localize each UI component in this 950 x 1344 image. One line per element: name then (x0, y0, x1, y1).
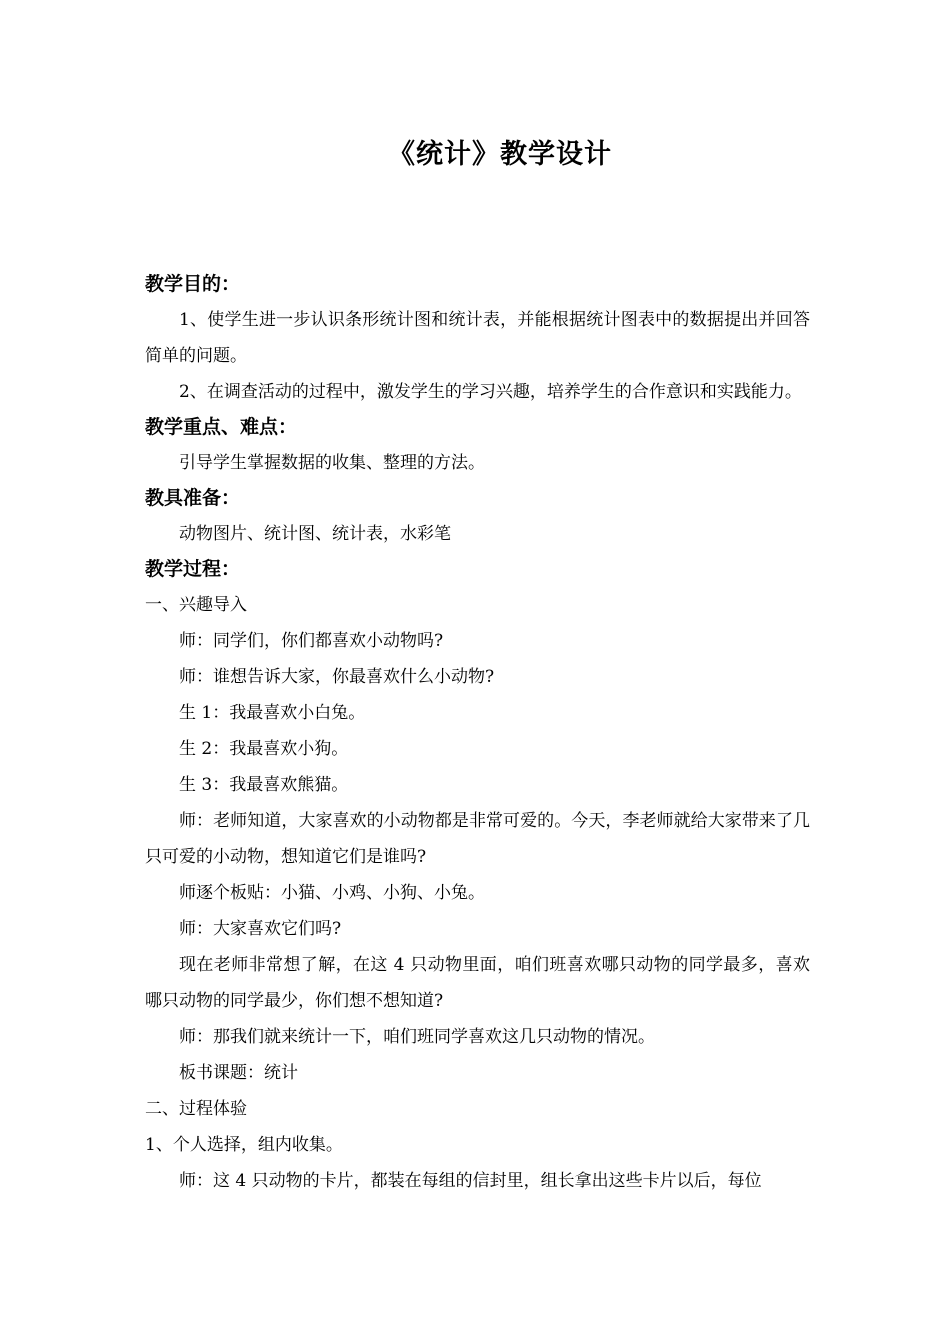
materials-text: 动物图片、统计图、统计表，水彩笔 (179, 524, 451, 544)
dialogue-line: 师：同学们，你们都喜欢小动物吗? (179, 631, 444, 651)
dialogue-line: 师：谁想告诉大家，你最喜欢什么小动物? (179, 667, 495, 687)
dialogue-paragraph: 师：老师知道，大家喜欢的小动物都是非常可爱的。今天，李老师就给大家带来了几只可爱的小动物，想知道它们是谁吗? (145, 811, 810, 867)
dialogue-line: 师：那我们就来统计一下，咱们班同学喜欢这几只动物的情况。 (179, 1027, 655, 1047)
document-body (145, 267, 810, 1199)
heading-key-points: 教学重点、难点： (145, 416, 298, 438)
dialogue-line: 板书课题：统计 (179, 1063, 298, 1083)
document-title: 《统计》教学设计 (388, 139, 612, 170)
objective-paragraph-1: 1、使学生进一步认识条形统计图和统计表，并能根据统计图表中的数据提出并回答简单的问题。 (145, 310, 810, 366)
dialogue-line: 生 3：我最喜欢熊猫。 (179, 775, 349, 795)
process-part-2-title: 二、过程体验 (145, 1099, 247, 1119)
process-part-1-title: 一、兴趣导入 (145, 595, 247, 615)
process-step-1-title: 1、个人选择，组内收集。 (145, 1135, 343, 1155)
dialogue-line: 师：这 4 只动物的卡片，都装在每组的信封里，组长拿出这些卡片以后，每位 (179, 1171, 762, 1191)
dialogue-line: 生 2：我最喜欢小狗。 (179, 739, 349, 759)
key-points-text: 引导学生掌握数据的收集、整理的方法。 (179, 453, 485, 473)
dialogue-paragraph: 现在老师非常想了解，在这 4 只动物里面，咱们班喜欢哪只动物的同学最多，喜欢哪只动物的同学最少，你们想不想知道? (145, 955, 810, 1011)
heading-materials: 教具准备： (145, 487, 241, 509)
heading-objectives: 教学目的： (145, 273, 241, 295)
dialogue-line: 师逐个板贴：小猫、小鸡、小狗、小兔。 (179, 883, 485, 903)
dialogue-line: 师：大家喜欢它们吗? (179, 919, 342, 939)
heading-process: 教学过程： (145, 558, 241, 580)
dialogue-line: 生 1：我最喜欢小白兔。 (179, 703, 366, 723)
objective-paragraph-2: 2、在调查活动的过程中，激发学生的学习兴趣，培养学生的合作意识和实践能力。 (179, 382, 802, 402)
